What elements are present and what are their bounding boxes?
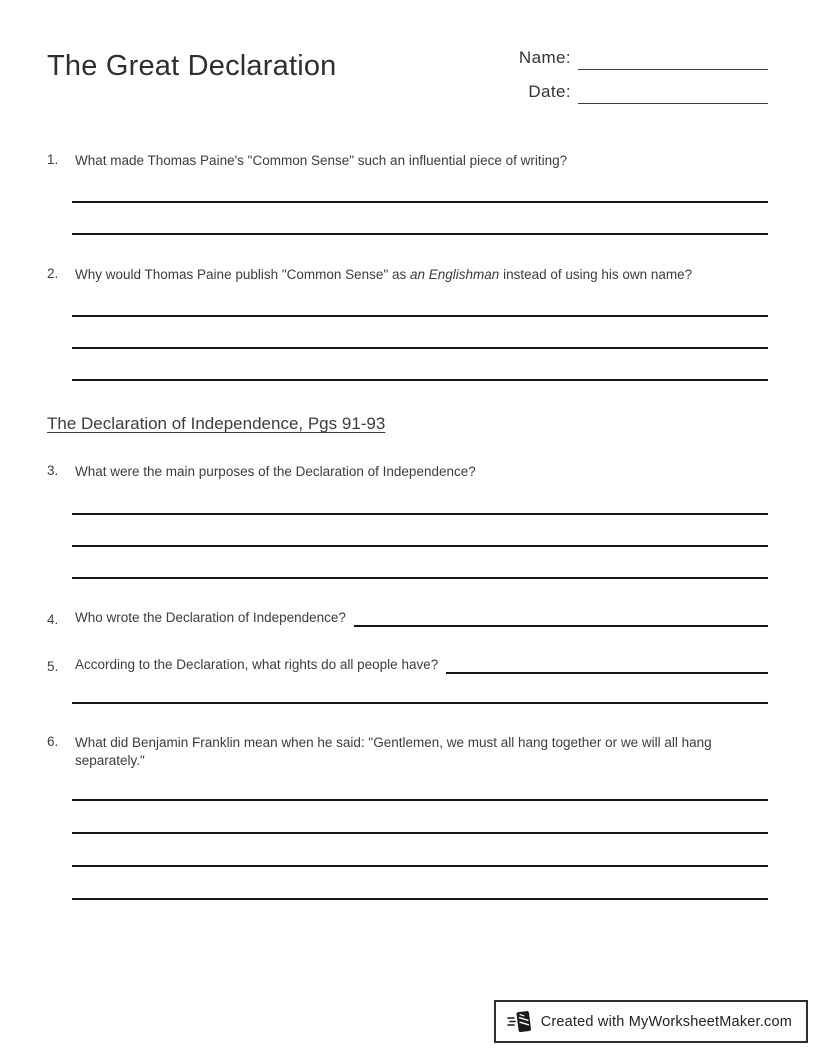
question-2-text [75, 266, 768, 284]
question-6-answer-area [72, 799, 768, 900]
answer-line[interactable] [72, 799, 768, 801]
answer-line[interactable] [72, 702, 768, 704]
answer-blank-inline[interactable] [446, 658, 768, 674]
answer-line[interactable] [72, 898, 768, 900]
question-2-text-start: Why would Thomas Paine publish "Common Sense" as [75, 267, 410, 283]
question-2 [47, 266, 768, 284]
answer-line[interactable] [72, 379, 768, 381]
answer-line[interactable] [72, 347, 768, 349]
question-4-text: Who wrote the Declaration of Independence? [75, 609, 346, 625]
date-label: Date: [528, 82, 571, 101]
answer-line[interactable] [72, 545, 768, 547]
student-fields [519, 48, 768, 116]
section-heading: The Declaration of Independence, Pgs 91-93 [47, 414, 386, 434]
answer-line[interactable] [72, 513, 768, 515]
answer-line[interactable] [72, 832, 768, 834]
question-3 [47, 463, 768, 481]
name-field-row [519, 48, 768, 70]
question-5 [47, 656, 768, 674]
question-5-answer-area [72, 702, 768, 704]
worksheet-maker-logo-icon [507, 1009, 533, 1034]
question-6 [47, 734, 768, 770]
question-1-text: What made Thomas Paine's "Common Sense" such an influential piece of writing? [75, 153, 568, 168]
answer-line[interactable] [72, 201, 768, 203]
question-5-text: According to the Declaration, what rights do all people have? [75, 656, 439, 672]
answer-line[interactable] [72, 865, 768, 867]
question-1 [47, 152, 768, 170]
question-6-text: What did Benjamin Franklin mean when he said: "Gentlemen, we must all hang together or we will all hang separately." [75, 735, 712, 769]
question-3-answer-area [72, 513, 768, 579]
name-label: Name: [518, 48, 571, 67]
question-2-text-italic: an Englishman [410, 267, 500, 283]
question-3-number: 3. [47, 463, 59, 479]
answer-line[interactable] [72, 315, 768, 317]
name-blank[interactable] [578, 48, 768, 70]
page-title: The Great Declaration [47, 50, 337, 82]
question-3-text: What were the main purposes of the Declaration of Independence? [75, 464, 476, 480]
header [47, 48, 768, 116]
answer-line[interactable] [72, 577, 768, 579]
question-2-text-end: instead of using his own name? [499, 267, 693, 283]
date-field-row [528, 82, 768, 104]
credit-text: Created with MyWorksheetMaker.com [540, 1013, 792, 1030]
date-blank[interactable] [578, 82, 768, 104]
credit-badge[interactable] [494, 1000, 808, 1043]
answer-line[interactable] [72, 233, 768, 235]
question-1-number: 1. [47, 152, 59, 167]
question-2-answer-area [72, 315, 768, 381]
question-4-number: 4. [47, 611, 59, 627]
answer-blank-inline[interactable] [354, 611, 768, 627]
question-5-number: 5. [47, 659, 59, 675]
question-2-number: 2. [47, 266, 59, 282]
question-4 [47, 609, 768, 627]
question-1-answer-area [72, 201, 768, 235]
question-6-number: 6. [47, 734, 59, 750]
